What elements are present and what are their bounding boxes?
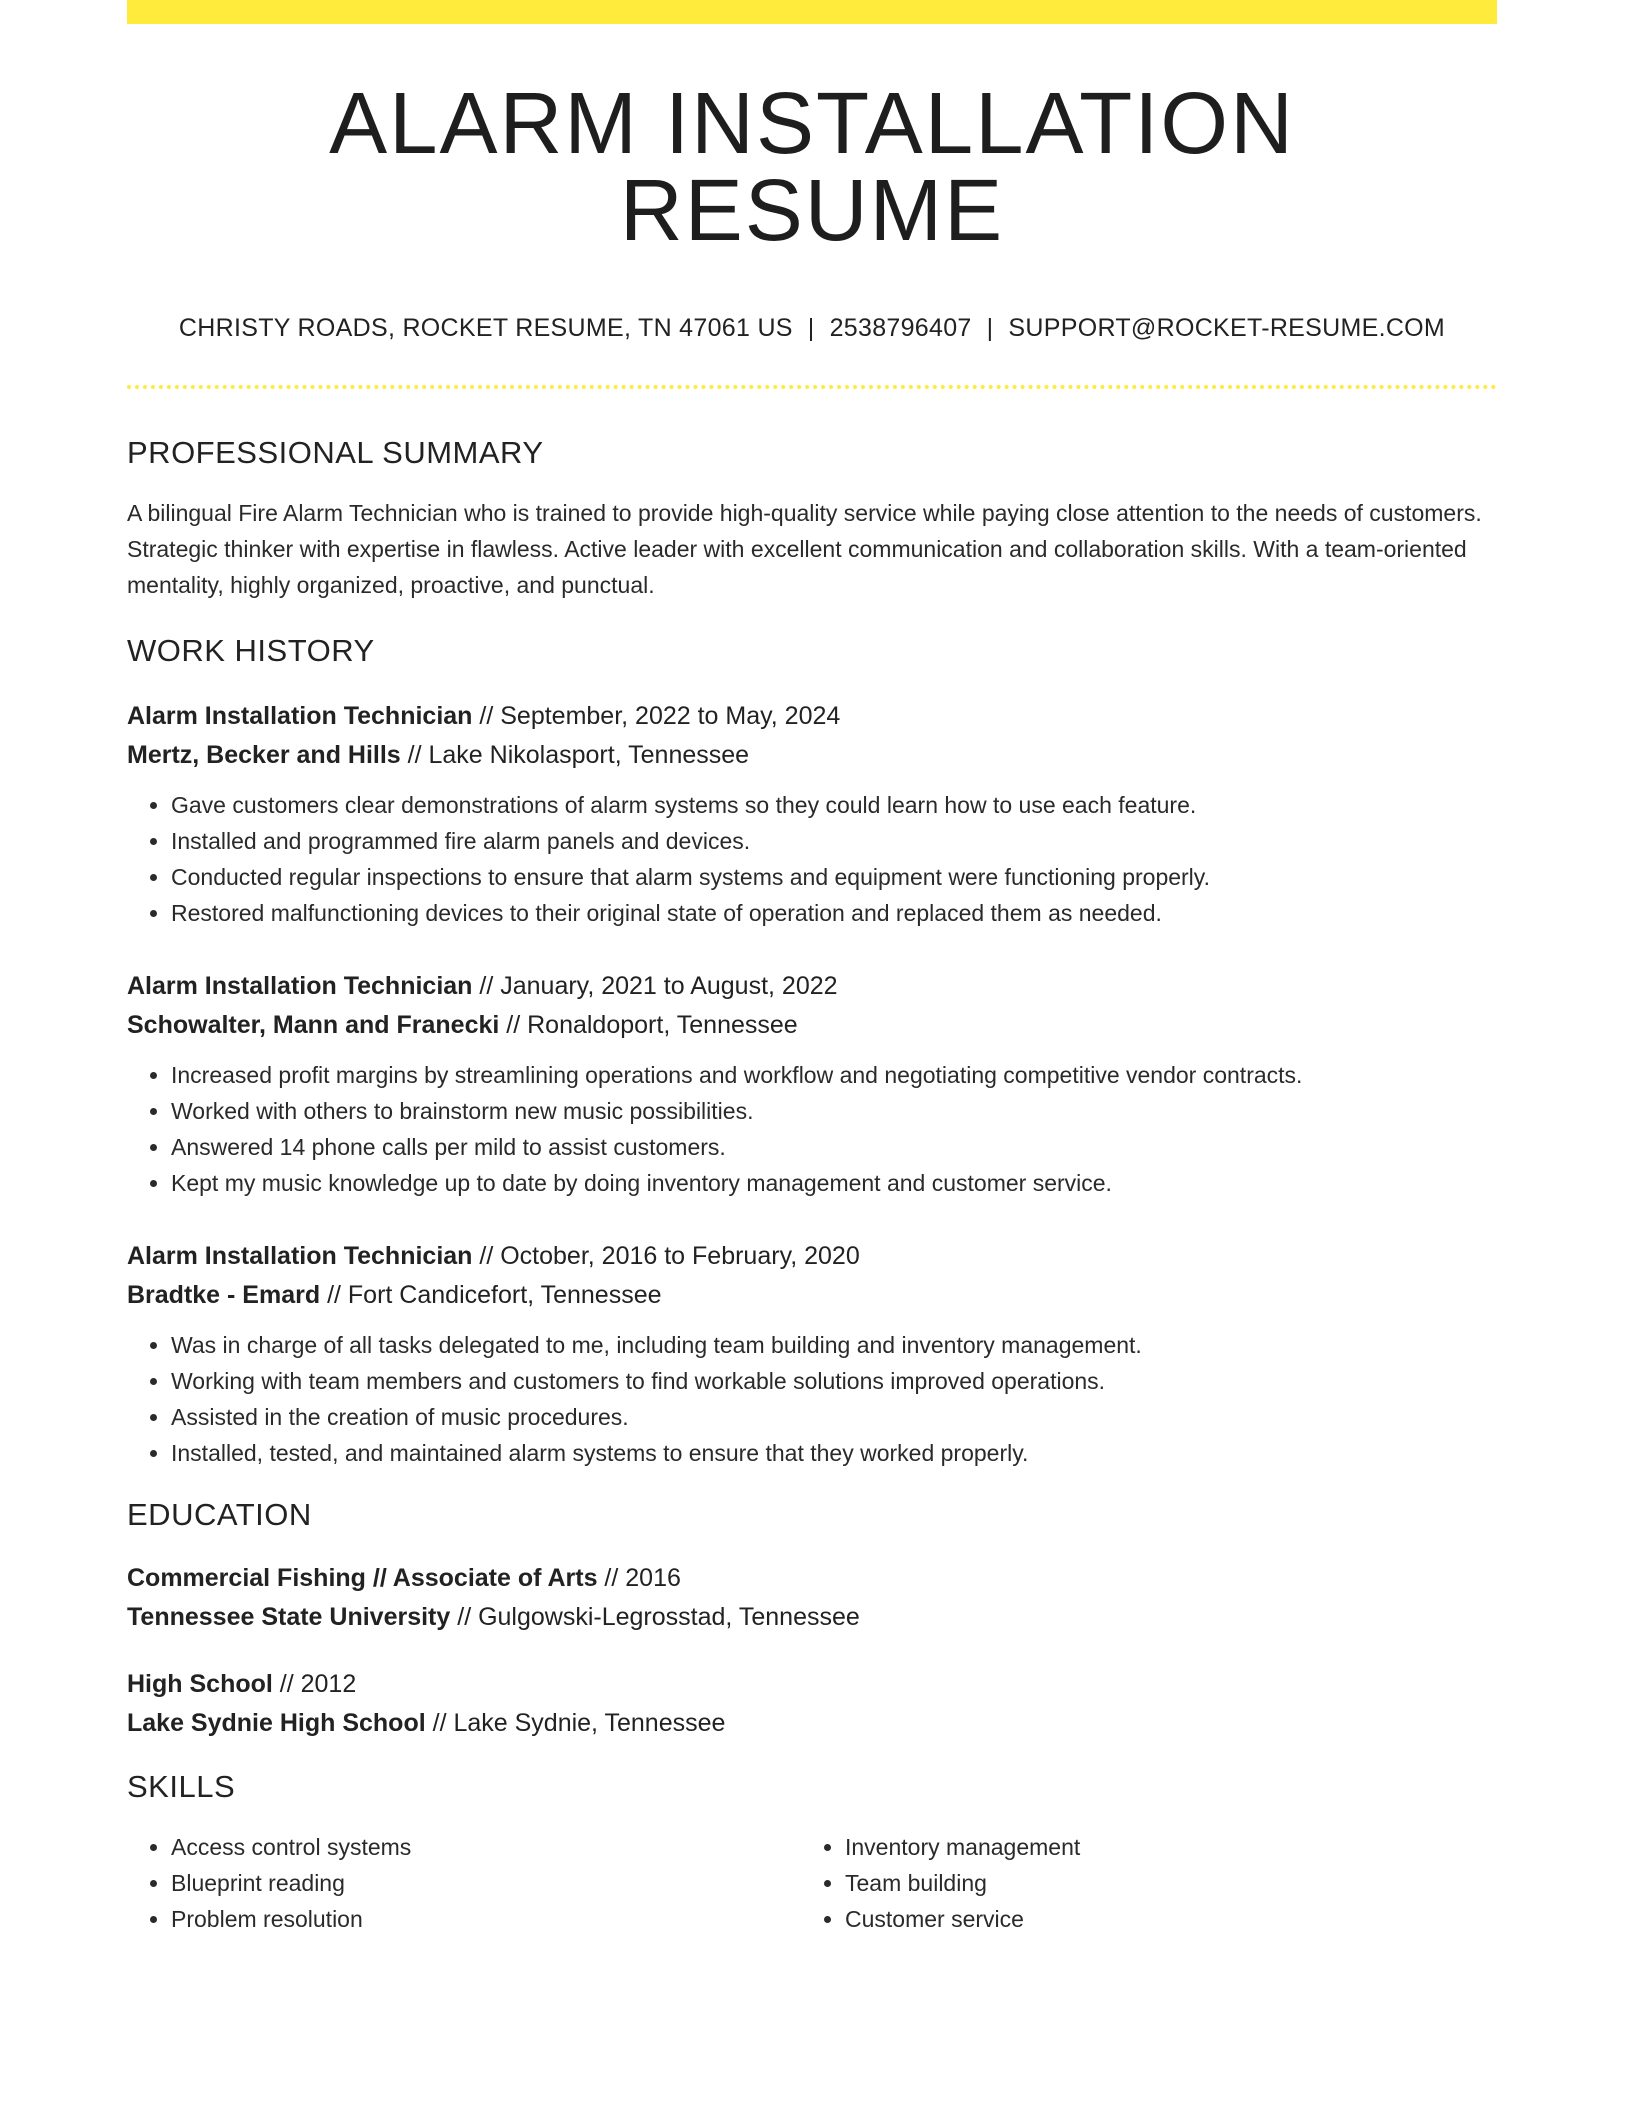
list-item: • Team building (845, 1865, 1475, 1901)
skills-heading: SKILLS (127, 1769, 236, 1804)
contact-email: SUPPORT@ROCKET-RESUME.COM (1008, 314, 1446, 342)
work-history-heading: WORK HISTORY (127, 633, 375, 668)
list-item: • Answered 14 phone calls per mild to assist customers. (171, 1129, 1497, 1165)
job-bullets (127, 1057, 1497, 1201)
list-item: • Assisted in the creation of music procedures. (171, 1399, 1497, 1435)
contact-separator: | (986, 314, 994, 342)
job-company-line (127, 1276, 1497, 1315)
job-dates: // October, 2016 to February, 2020 (472, 1242, 860, 1270)
list-item: • Access control systems (171, 1829, 801, 1865)
list-item: • Restored malfunctioning devices to their original state of operation and replaced them as needed. (171, 895, 1497, 931)
education-entry (127, 1559, 1497, 1637)
contact-separator: | (807, 314, 815, 342)
list-item: • Inventory management (845, 1829, 1475, 1865)
skills-column-left (127, 1829, 801, 1937)
contact-phone: 2538796407 (829, 314, 972, 342)
list-item: • Working with team members and customers to find workable solutions improved operations. (171, 1363, 1497, 1399)
skills-column-right (801, 1829, 1475, 1937)
summary-text: A bilingual Fire Alarm Technician who is trained to provide high-quality service while paying close attention to the needs of customers. Strategic thinker with expertise in flawless. Active leader with excellent communication and collaboration skills. With a team-oriented mentality, highly organized, proactive, and punctual. (127, 500, 1482, 598)
list-item: • Kept my music knowledge up to date by doing inventory management and customer service. (171, 1165, 1497, 1201)
education-heading: EDUCATION (127, 1497, 312, 1532)
list-item: • Was in charge of all tasks delegated to me, including team building and inventory management. (171, 1327, 1497, 1363)
job-bullets (127, 1327, 1497, 1471)
list-item: • Installed and programmed fire alarm panels and devices. (171, 823, 1497, 859)
job-company-line (127, 1006, 1497, 1045)
job-dates: // January, 2021 to August, 2022 (472, 972, 838, 1000)
education-degree: Commercial Fishing // Associate of Arts (127, 1564, 598, 1592)
education-location: // Lake Sydnie, Tennessee (425, 1709, 726, 1737)
job-company: Bradtke - Emard (127, 1281, 321, 1309)
list-item: • Blueprint reading (171, 1865, 801, 1901)
contact-line (127, 314, 1497, 343)
list-item: • Customer service (845, 1901, 1475, 1937)
education-year: // 2012 (272, 1670, 357, 1698)
education-degree: High School (127, 1670, 273, 1698)
summary-heading: PROFESSIONAL SUMMARY (127, 435, 544, 470)
job-title-line (127, 697, 1497, 736)
job-title: Alarm Installation Technician (127, 972, 473, 1000)
education-school: Tennessee State University (127, 1603, 451, 1631)
job-bullets (127, 787, 1497, 931)
job-entry (127, 1237, 1497, 1471)
job-entry (127, 967, 1497, 1201)
education-school-line (127, 1704, 1497, 1743)
education-entry (127, 1665, 1497, 1743)
list-item: • Worked with others to brainstorm new music possibilities. (171, 1093, 1497, 1129)
education-location: // Gulgowski-Legrosstad, Tennessee (450, 1603, 860, 1631)
job-title: Alarm Installation Technician (127, 702, 473, 730)
education-degree-line (127, 1559, 1497, 1598)
job-location: // Fort Candicefort, Tennessee (320, 1281, 662, 1309)
job-location: // Lake Nikolasport, Tennessee (400, 741, 750, 769)
education-school: Lake Sydnie High School (127, 1709, 426, 1737)
accent-top-bar (127, 0, 1497, 24)
job-company: Mertz, Becker and Hills (127, 741, 401, 769)
list-item: • Gave customers clear demonstrations of alarm systems so they could learn how to use each feature. (171, 787, 1497, 823)
job-title-line (127, 1237, 1497, 1276)
education-school-line (127, 1598, 1497, 1637)
list-item: • Problem resolution (171, 1901, 801, 1937)
job-title-line (127, 967, 1497, 1006)
job-title: Alarm Installation Technician (127, 1242, 473, 1270)
job-location: // Ronaldoport, Tennessee (499, 1011, 798, 1039)
list-item: • Conducted regular inspections to ensure that alarm systems and equipment were functioning properly. (171, 859, 1497, 895)
dotted-divider (127, 385, 1497, 389)
resume-page (127, 0, 1497, 1937)
education-degree-line (127, 1665, 1497, 1704)
list-item: • Increased profit margins by streamlining operations and workflow and negotiating competitive vendor contracts. (171, 1057, 1497, 1093)
job-company: Schowalter, Mann and Franecki (127, 1011, 500, 1039)
list-item: • Installed, tested, and maintained alarm systems to ensure that they worked properly. (171, 1435, 1497, 1471)
education-year: // 2016 (597, 1564, 681, 1592)
contact-address: CHRISTY ROADS, ROCKET RESUME, TN 47061 US (178, 314, 793, 342)
skills-list (127, 1829, 1497, 1937)
job-dates: // September, 2022 to May, 2024 (472, 702, 841, 730)
resume-title: ALARM INSTALLATION RESUME (329, 75, 1295, 259)
job-company-line (127, 736, 1497, 775)
job-entry (127, 697, 1497, 931)
